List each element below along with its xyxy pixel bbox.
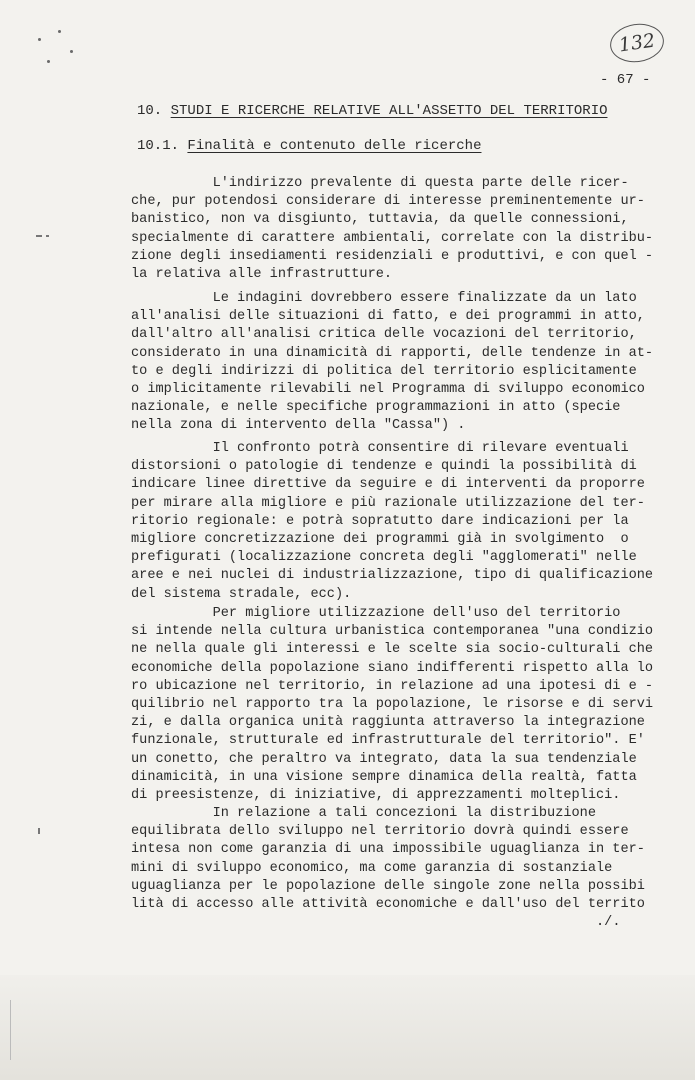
subsection-number: 10.1. xyxy=(137,138,180,154)
text-line: zi, e dalla organica unità raggiunta attraverso la integrazione xyxy=(131,715,645,731)
text-line: di preesistenze, di iniziative, di apprezzamenti molteplici. xyxy=(131,788,621,804)
text-line: la relativa alle infrastrutture. xyxy=(131,267,393,283)
text-line: nazionale, e nelle specifiche programmazioni in atto (specie xyxy=(131,400,621,416)
text-line: un conetto, che peraltro va integrato, data la sua tendenziale xyxy=(131,751,637,767)
paragraph xyxy=(131,440,671,604)
text-line: funzionale, strutturale ed infrastrutturale del territorio". E' xyxy=(131,733,645,749)
section-number: 10. xyxy=(137,103,163,119)
text-line: ne nella quale gli interessi e le scelte sia socio-culturali che xyxy=(131,642,654,658)
margin-mark xyxy=(38,828,40,834)
text-line: lità di accesso alle attività economiche e dall'uso del territo xyxy=(131,897,645,913)
text-line: to e degli indirizzi di politica del territorio esplicitamente xyxy=(131,363,637,379)
text-line: considerato in una dinamicità di rapporti, delle tendenze in at- xyxy=(131,345,654,361)
text-line: economiche della popolazione siano indifferenti rispetto alla lo xyxy=(131,660,654,676)
text-line: ro ubicazione nel territorio, in relazione ad una ipotesi di e - xyxy=(131,678,654,694)
punch-hole xyxy=(38,38,41,41)
text-line: indicare linee direttive da seguire e di interventi da proporre xyxy=(131,477,645,493)
text-line: migliore concretizzazione dei programmi già in svolgimento o xyxy=(131,532,629,548)
text-line: dinamicità, in una visione sempre dinamica della realtà, fatta xyxy=(131,769,637,785)
text-line: aree e nei nuclei di industrializzazione, tipo di qualificazione xyxy=(131,568,654,584)
margin-mark xyxy=(46,235,49,237)
archive-stamp: 132 xyxy=(608,20,667,65)
text-line: si intende nella cultura urbanistica contemporanea "una condizio xyxy=(131,624,654,640)
text-line: prefigurati (localizzazione concreta degli "agglomerati" nelle xyxy=(131,550,637,566)
text-line: uguaglianza per le popolazione delle singole zone nella possibi xyxy=(131,878,645,894)
text-line: Per migliore utilizzazione dell'uso del territorio xyxy=(131,606,621,621)
punch-hole xyxy=(47,60,50,63)
text-line: L'indirizzo prevalente di questa parte delle ricer- xyxy=(131,176,629,191)
text-line: zione degli insediamenti residenziali e produttivi, e con quel - xyxy=(131,248,654,264)
text-line: Le indagini dovrebbero essere finalizzate da un lato xyxy=(131,291,637,306)
text-line: mini di sviluppo economico, ma come garanzia di sostanziale xyxy=(131,860,613,876)
page-number: - 67 - xyxy=(600,72,651,88)
punch-hole xyxy=(70,50,73,53)
section-title: STUDI E RICERCHE RELATIVE ALL'ASSETTO DEL TERRITORIO xyxy=(170,103,608,119)
text-line: o implicitamente rilevabili nel Programma di sviluppo economico xyxy=(131,382,645,398)
continuation-mark: ./. xyxy=(596,915,621,931)
text-line: equilibrata dello sviluppo nel territorio dovrà quindi essere xyxy=(131,824,629,840)
paragraph xyxy=(131,175,671,284)
text-line: ritorio regionale: e potrà sopratutto dare indicazioni per la xyxy=(131,513,629,529)
text-line: all'analisi delle situazioni di fatto, e dei programmi in atto, xyxy=(131,309,645,325)
text-line: distorsioni o patologie di tendenze e quindi la possibilità di xyxy=(131,459,637,475)
text-line: che, pur potendosi considerare di interesse preminentemente ur- xyxy=(131,194,645,210)
scan-shadow xyxy=(0,975,695,1080)
text-line: del sistema stradale, ecc). xyxy=(131,586,352,602)
text-line: specialmente di carattere ambientali, correlate con la distribu- xyxy=(131,230,654,246)
margin-mark xyxy=(36,235,42,237)
paragraph xyxy=(131,290,671,436)
subsection-title: Finalità e contenuto delle ricerche xyxy=(187,138,482,154)
text-line: Il confronto potrà consentire di rilevare eventuali xyxy=(131,441,629,456)
section-heading xyxy=(137,103,608,119)
paragraph xyxy=(131,605,671,805)
text-line: dall'altro all'analisi critica delle vocazioni del territorio, xyxy=(131,327,637,343)
paragraph xyxy=(131,805,671,932)
margin-mark xyxy=(10,1000,11,1060)
punch-hole xyxy=(58,30,61,33)
text-line: intesa non come garanzia di una impossibile uguaglianza in ter- xyxy=(131,842,645,858)
subsection-heading xyxy=(137,138,481,154)
text-line: nella zona di intervento della "Cassa") . xyxy=(131,418,466,434)
text-line: per mirare alla migliore e più razionale utilizzazione del ter- xyxy=(131,495,645,511)
text-line: banistico, non va disgiunto, tuttavia, da quelle connessioni, xyxy=(131,212,629,228)
text-line: In relazione a tali concezioni la distribuzione xyxy=(131,806,596,821)
text-line: quilibrio nel rapporto tra la popolazione, le risorse e di servi xyxy=(131,697,654,713)
